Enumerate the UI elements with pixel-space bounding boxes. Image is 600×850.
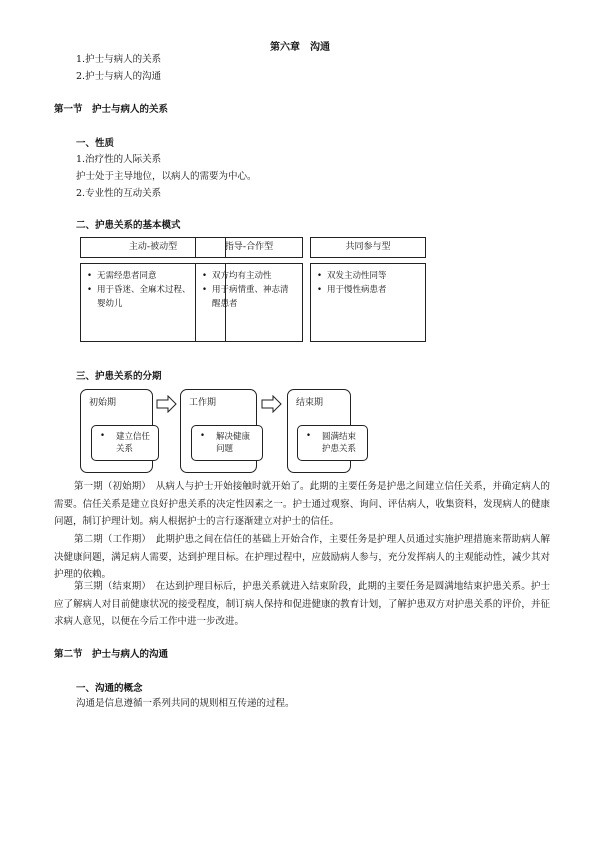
chapter-title: 第六章 沟通 bbox=[270, 42, 330, 53]
stages-heading: 三、护患关系的分期 bbox=[76, 371, 162, 382]
models-heading: 二、护患关系的基本模式 bbox=[76, 220, 181, 231]
model-mutual-participation bbox=[310, 237, 426, 342]
model-title: 共同参与型 bbox=[310, 237, 426, 258]
paragraph-ending-stage: 第三期（结束期） 在达到护理目标后，护患关系就进入结束阶段，此期的主要任务是圆满地结束护患关系。护士应了解病人对目前健康状况的接受程度，制订病人保持和促进健康的教育计划，了解护患双方对护患关系的评价，并征求病人意见，以便在今后工作中进一步改进。 bbox=[54, 581, 550, 627]
model-body: • 无需经患者同意 • 用于昏迷、全麻术过程、婴幼儿 bbox=[80, 263, 226, 342]
model-bullet: 双发主动性同等 bbox=[327, 271, 387, 281]
nature-line-3: 2.专业性的互动关系 bbox=[76, 188, 162, 199]
stage-title: 结束期 bbox=[296, 398, 324, 408]
model-body: • 双方均有主动性 • 用于病情重、神志清醒患者 bbox=[195, 263, 303, 342]
concept-heading: 一、沟通的概念 bbox=[76, 683, 143, 694]
section-1-title: 第一节 护士与病人的关系 bbox=[54, 104, 169, 115]
model-title: 指导-合作型 bbox=[195, 237, 303, 258]
stage-ending-task: • 圆满结束护患关系 bbox=[297, 425, 368, 461]
paragraph-initial-stage: 第一期（初始期） 从病人与护士开始接触时就开始了。此期的主要任务是护患之间建立信任关系，并确定病人的需要。信任关系是建立良好护患关系的决定性因素之一。护士通过观察、询问、评估病人，收集资料，发现病人的健康问题，制订护理计划。病人根据护士的言行逐渐建立对护士的信任。 bbox=[54, 481, 550, 527]
model-guide-cooperate bbox=[195, 237, 303, 342]
paragraph-working-stage: 第二期（工作期） 此期护患之间在信任的基础上开始合作，主要任务是护理人员通过实施护理措施来帮助病人解决健康问题，满足病人需要，达到护理目标。在护理过程中，应鼓励病人参与，充分发挥病人的主观能动性，减少其对护理的依赖。 bbox=[54, 534, 550, 580]
arrow-right-icon bbox=[156, 395, 178, 413]
concept-text: 沟通是信息遵循一系列共同的规则相互传递的过程。 bbox=[76, 698, 295, 709]
stage-task: 建立信任关系 bbox=[116, 432, 151, 454]
model-bullet: 用于病情重、神志清醒患者 bbox=[212, 285, 289, 309]
nature-line-2: 护士处于主导地位，以病人的需要为中心。 bbox=[76, 171, 257, 182]
section-2-title: 第二节 护士与病人的沟通 bbox=[54, 649, 169, 660]
model-title: 主动-被动型 bbox=[80, 237, 226, 258]
stage-task: 圆满结束护患关系 bbox=[322, 432, 357, 454]
stage-title: 工作期 bbox=[189, 398, 217, 408]
model-bullet: 无需经患者同意 bbox=[97, 271, 157, 281]
nature-heading: 一、性质 bbox=[76, 138, 115, 149]
stage-initial-task: • 建立信任关系 bbox=[91, 425, 159, 461]
outline-item-1: 1.护士与病人的关系 bbox=[76, 54, 162, 65]
outline-item-2: 2.护士与病人的沟通 bbox=[76, 71, 162, 82]
model-bullet: 双方均有主动性 bbox=[212, 271, 272, 281]
stage-working-task: • 解决健康问题 bbox=[191, 425, 263, 461]
stage-task: 解决健康问题 bbox=[216, 432, 251, 454]
stage-title: 初始期 bbox=[89, 398, 117, 408]
arrow-right-icon bbox=[261, 395, 283, 413]
model-bullet: 用于慢性病患者 bbox=[327, 285, 387, 295]
nature-line-1: 1.治疗性的人际关系 bbox=[76, 154, 162, 165]
model-bullet: 用于昏迷、全麻术过程、婴幼儿 bbox=[97, 285, 191, 309]
model-body: • 双发主动性同等 • 用于慢性病患者 bbox=[310, 263, 426, 342]
